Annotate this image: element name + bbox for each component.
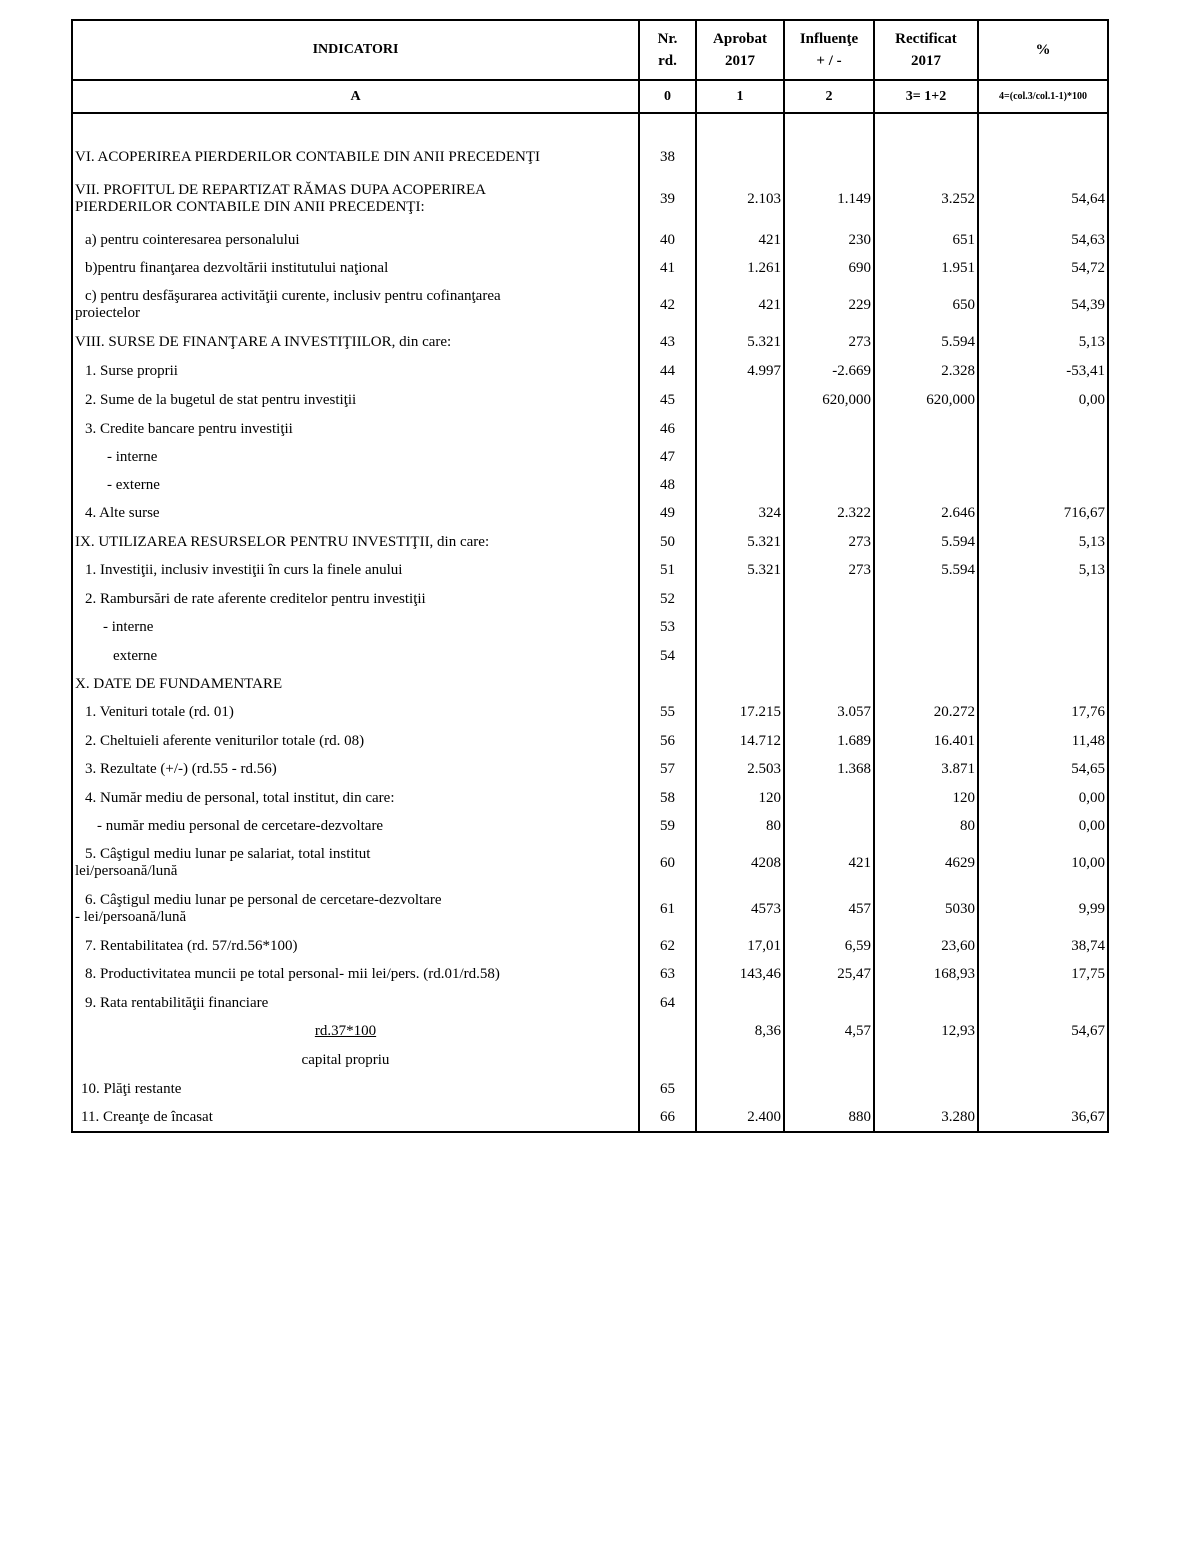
header-percent: % [978,20,1108,80]
influente-value: 230 [784,226,874,254]
indicator-label: 2. Rambursări de rate aferente creditelor pentru investiţii [85,590,426,607]
percent-value: 17,76 [978,698,1108,727]
aprobat-value: 2.400 [696,1103,784,1132]
aprobat-value: 5.321 [696,528,784,556]
influente-value: 4,57 [784,1017,874,1046]
rectificat-value [874,471,978,499]
percent-value: 0,00 [978,386,1108,415]
indicator-label: - interne [103,619,154,635]
indicator-cell [72,226,639,254]
rectificat-value: 3.871 [874,755,978,784]
indicator-cell [72,254,639,282]
aprobat-value [696,142,784,172]
percent-value [978,585,1108,613]
percent-value: 9,99 [978,886,1108,932]
indicator-cell [72,642,639,670]
rectificat-value: 1.951 [874,254,978,282]
indicator-cell [72,443,639,471]
col-index-3: 3= 1+2 [874,80,978,113]
indicator-cell [72,812,639,840]
header-aprobat: Aprobat 2017 [696,20,784,80]
table-row [72,172,1108,226]
header-indicatori: INDICATORI [72,20,639,80]
percent-value: 54,67 [978,1017,1108,1046]
row-number: 40 [639,226,696,254]
indicator-cell [72,357,639,386]
table-row [72,755,1108,784]
row-number [639,113,696,142]
col-index-2: 2 [784,80,874,113]
indicator-label: 1. Surse proprii [85,363,178,379]
indicator-label: a) pentru cointeresarea personalului [85,231,300,248]
aprobat-value [696,989,784,1017]
row-number [639,1046,696,1075]
indicator-label: 3. Rezultate (+/-) (rd.55 - rd.56) [85,761,277,777]
influente-value: 273 [784,556,874,585]
row-number: 60 [639,840,696,886]
percent-value [978,1075,1108,1103]
indicator-cell [72,1103,639,1132]
row-number: 44 [639,357,696,386]
table-row [72,1046,1108,1075]
aprobat-value: 1.261 [696,254,784,282]
indicator-label: - externe [107,476,160,493]
influente-value [784,812,874,840]
influente-value [784,443,874,471]
rectificat-value: 5030 [874,886,978,932]
table-row [72,282,1108,328]
row-number: 38 [639,142,696,172]
influente-value: -2.669 [784,357,874,386]
rectificat-value [874,142,978,172]
rectificat-value [874,1046,978,1075]
aprobat-value [696,642,784,670]
influente-value: 620,000 [784,386,874,415]
row-number: 50 [639,528,696,556]
indicator-label: 1. Investiţii, inclusiv investiţii în curs la finele anului [85,562,403,578]
row-number: 62 [639,932,696,960]
aprobat-value: 421 [696,282,784,328]
indicator-cell [72,960,639,989]
indicator-cell [72,755,639,784]
influente-value [784,642,874,670]
table-row [72,226,1108,254]
rectificat-value [874,1075,978,1103]
influente-value: 457 [784,886,874,932]
aprobat-value: 8,36 [696,1017,784,1046]
percent-value: 716,67 [978,499,1108,528]
rectificat-value: 3.252 [874,172,978,226]
aprobat-value: 4208 [696,840,784,886]
percent-value [978,415,1108,443]
row-number: 52 [639,585,696,613]
indicator-label: 4. Alte surse [85,505,160,521]
indicator-cell [72,386,639,415]
indicator-label: rd.37*100 [314,1023,377,1039]
indicator-label: proiectelor [75,305,140,321]
indicator-label: 4. Număr mediu de personal, total institut, din care: [85,789,395,806]
indicator-label: - interne [107,448,158,465]
influente-value: 1.149 [784,172,874,226]
table-row [72,357,1108,386]
rectificat-value: 16.401 [874,727,978,755]
table-row [72,932,1108,960]
rectificat-value: 23,60 [874,932,978,960]
rectificat-value: 4629 [874,840,978,886]
percent-value: 5,13 [978,328,1108,357]
indicator-cell [72,556,639,585]
aprobat-value: 17.215 [696,698,784,727]
influente-value [784,471,874,499]
row-number: 66 [639,1103,696,1132]
percent-value: 17,75 [978,960,1108,989]
influente-value [784,613,874,642]
indicator-cell [72,989,639,1017]
indicator-cell [72,282,639,328]
indicator-cell [72,784,639,812]
table-row [72,585,1108,613]
percent-value: 5,13 [978,556,1108,585]
row-number: 42 [639,282,696,328]
percent-value [978,613,1108,642]
percent-value: 36,67 [978,1103,1108,1132]
percent-value: 54,72 [978,254,1108,282]
row-number: 64 [639,989,696,1017]
table-row [72,1017,1108,1046]
row-number: 54 [639,642,696,670]
indicator-label: VIII. SURSE DE FINANŢARE A INVESTIŢIILOR, din care: [75,334,452,350]
aprobat-value [696,613,784,642]
indicator-label: 2. Cheltuieli aferente veniturilor totale (rd. 08) [85,732,365,749]
row-number: 51 [639,556,696,585]
row-number: 45 [639,386,696,415]
rectificat-value: 651 [874,226,978,254]
row-number: 43 [639,328,696,357]
table-row [72,642,1108,670]
aprobat-value: 5.321 [696,556,784,585]
aprobat-value: 120 [696,784,784,812]
indicator-cell [72,1075,639,1103]
aprobat-value: 4573 [696,886,784,932]
rectificat-value: 620,000 [874,386,978,415]
table-row [72,960,1108,989]
aprobat-value [696,471,784,499]
percent-value [978,443,1108,471]
rectificat-value [874,443,978,471]
percent-value: 54,64 [978,172,1108,226]
influente-value: 273 [784,528,874,556]
rectificat-value: 3.280 [874,1103,978,1132]
influente-value [784,989,874,1017]
aprobat-value [696,113,784,142]
col-index-1: 1 [696,80,784,113]
table-row [72,254,1108,282]
indicator-cell [72,585,639,613]
indicator-label: IX. UTILIZAREA RESURSELOR PENTRU INVESTIŢII, din care: [75,533,490,550]
indicator-label: - număr mediu personal de cercetare-dezvoltare [97,817,384,834]
influente-value [784,142,874,172]
percent-value [978,113,1108,142]
table-row [72,840,1108,886]
percent-value: 5,13 [978,528,1108,556]
influente-value: 880 [784,1103,874,1132]
table-row [72,113,1108,142]
indicator-cell [72,886,639,932]
aprobat-value: 4.997 [696,357,784,386]
row-number [639,670,696,698]
table-row [72,556,1108,585]
col-index-a: A [72,80,639,113]
indicator-cell [72,328,639,357]
indicator-cell [72,1017,639,1046]
header-influente: Influenţe + / - [784,20,874,80]
indicator-label: 2. Sume de la bugetul de stat pentru investiţii [85,392,357,408]
table-row [72,670,1108,698]
rectificat-value: 12,93 [874,1017,978,1046]
indicator-cell [72,727,639,755]
percent-value [978,642,1108,670]
percent-value [978,471,1108,499]
percent-value [978,989,1108,1017]
table-row [72,1103,1108,1132]
influente-value: 6,59 [784,932,874,960]
indicator-label: 3. Credite bancare pentru investiţii [85,420,293,437]
rectificat-value [874,670,978,698]
table-row [72,328,1108,357]
row-number: 39 [639,172,696,226]
influente-value: 1.368 [784,755,874,784]
percent-value: 0,00 [978,784,1108,812]
column-index-row [72,80,1108,113]
indicator-label: - lei/persoană/lună [75,909,187,925]
row-number: 53 [639,613,696,642]
percent-value: 54,65 [978,755,1108,784]
row-number [639,1017,696,1046]
table-row [72,886,1108,932]
indicator-cell [72,528,639,556]
influente-value [784,415,874,443]
table-row [72,727,1108,755]
rectificat-value [874,989,978,1017]
indicator-cell [72,415,639,443]
influente-value [784,1075,874,1103]
rectificat-value: 20.272 [874,698,978,727]
rectificat-value: 168,93 [874,960,978,989]
aprobat-value: 5.321 [696,328,784,357]
indicator-label: 7. Rentabilitatea (rd. 57/rd.56*100) [85,937,298,954]
aprobat-value: 2.503 [696,755,784,784]
indicator-label: 11. Creanţe de încasat [81,1108,213,1125]
indicator-label: PIERDERILOR CONTABILE DIN ANII PRECEDENŢI: [75,199,425,215]
percent-value [978,670,1108,698]
table-row [72,784,1108,812]
percent-value [978,142,1108,172]
indicator-label: 6. Câştigul mediu lunar pe personal de cercetare-dezvoltare [85,892,442,908]
influente-value: 273 [784,328,874,357]
aprobat-value [696,1046,784,1075]
percent-value [978,1046,1108,1075]
influente-value [784,113,874,142]
rectificat-value [874,613,978,642]
influente-value: 421 [784,840,874,886]
influente-value: 229 [784,282,874,328]
rectificat-value: 5.594 [874,328,978,357]
aprobat-value [696,443,784,471]
influente-value [784,784,874,812]
row-number: 48 [639,471,696,499]
rectificat-value [874,415,978,443]
aprobat-value: 80 [696,812,784,840]
influente-value: 3.057 [784,698,874,727]
row-number: 55 [639,698,696,727]
table-row [72,528,1108,556]
rectificat-value [874,585,978,613]
indicator-label: X. DATE DE FUNDAMENTARE [75,675,283,692]
indicator-cell [72,113,639,142]
percent-value: 38,74 [978,932,1108,960]
rectificat-value: 5.594 [874,556,978,585]
table-row [72,443,1108,471]
indicator-label: VII. PROFITUL DE REPARTIZAT RĂMAS DUPA ACOPERIREA [75,182,486,198]
indicator-label: c) pentru desfăşurarea activităţii curente, inclusiv pentru cofinanţarea [85,288,501,304]
table-row [72,613,1108,642]
aprobat-value [696,386,784,415]
influente-value [784,585,874,613]
rectificat-value: 2.328 [874,357,978,386]
header-rectificat: Rectificat 2017 [874,20,978,80]
percent-value: 54,63 [978,226,1108,254]
table-row [72,386,1108,415]
influente-value [784,1046,874,1075]
percent-value: 0,00 [978,812,1108,840]
indicator-label: capital propriu [301,1052,390,1068]
rectificat-value: 2.646 [874,499,978,528]
influente-value: 2.322 [784,499,874,528]
row-number: 65 [639,1075,696,1103]
indicator-cell [72,698,639,727]
row-number: 59 [639,812,696,840]
row-number: 41 [639,254,696,282]
indicator-cell [72,471,639,499]
rectificat-value [874,642,978,670]
aprobat-value: 17,01 [696,932,784,960]
aprobat-value [696,670,784,698]
row-number: 56 [639,727,696,755]
percent-value: 10,00 [978,840,1108,886]
indicator-cell [72,840,639,886]
aprobat-value [696,1075,784,1103]
percent-value: 11,48 [978,727,1108,755]
indicator-label: 10. Plăţi restante [81,1080,182,1097]
table-row [72,415,1108,443]
indicator-cell [72,499,639,528]
indicator-label: VI. ACOPERIREA PIERDERILOR CONTABILE DIN ANII PRECEDENŢI [75,148,541,165]
table-row [72,142,1108,172]
row-number: 61 [639,886,696,932]
table-row [72,499,1108,528]
table-row [72,1075,1108,1103]
influente-value: 1.689 [784,727,874,755]
row-number: 58 [639,784,696,812]
indicator-label: 5. Câştigul mediu lunar pe salariat, total institut [85,846,371,862]
aprobat-value: 143,46 [696,960,784,989]
row-number: 46 [639,415,696,443]
rectificat-value [874,113,978,142]
percent-value: 54,39 [978,282,1108,328]
indicator-label: 9. Rata rentabilităţii financiare [85,994,269,1011]
row-number: 47 [639,443,696,471]
indicator-label: externe [113,647,158,664]
percent-value: -53,41 [978,357,1108,386]
indicator-cell [72,670,639,698]
influente-value: 25,47 [784,960,874,989]
indicator-cell [72,613,639,642]
budget-table [71,19,1109,1133]
indicator-cell [72,172,639,226]
col-index-4: 4=(col.3/col.1-1)*100 [978,80,1108,113]
aprobat-value [696,415,784,443]
aprobat-value: 421 [696,226,784,254]
rectificat-value: 650 [874,282,978,328]
row-number: 49 [639,499,696,528]
table-row [72,471,1108,499]
influente-value [784,670,874,698]
rectificat-value: 120 [874,784,978,812]
indicator-label: 8. Productivitatea muncii pe total personal- mii lei/pers. (rd.01/rd.58) [85,966,500,982]
indicator-cell [72,142,639,172]
aprobat-value: 2.103 [696,172,784,226]
table-row [72,812,1108,840]
row-number: 63 [639,960,696,989]
rectificat-value: 5.594 [874,528,978,556]
row-number: 57 [639,755,696,784]
col-index-0: 0 [639,80,696,113]
aprobat-value [696,585,784,613]
rectificat-value: 80 [874,812,978,840]
indicator-label: 1. Venituri totale (rd. 01) [85,704,234,720]
table-body [72,113,1108,1132]
aprobat-value: 324 [696,499,784,528]
table-row [72,698,1108,727]
header-row [72,20,1108,80]
indicator-label: lei/persoană/lună [75,863,178,879]
indicator-cell [72,1046,639,1075]
header-nr-rd: Nr. rd. [639,20,696,80]
indicator-label: b)pentru finanţarea dezvoltării institutului naţional [85,259,389,276]
aprobat-value: 14.712 [696,727,784,755]
indicator-cell [72,932,639,960]
influente-value: 690 [784,254,874,282]
table-row [72,989,1108,1017]
